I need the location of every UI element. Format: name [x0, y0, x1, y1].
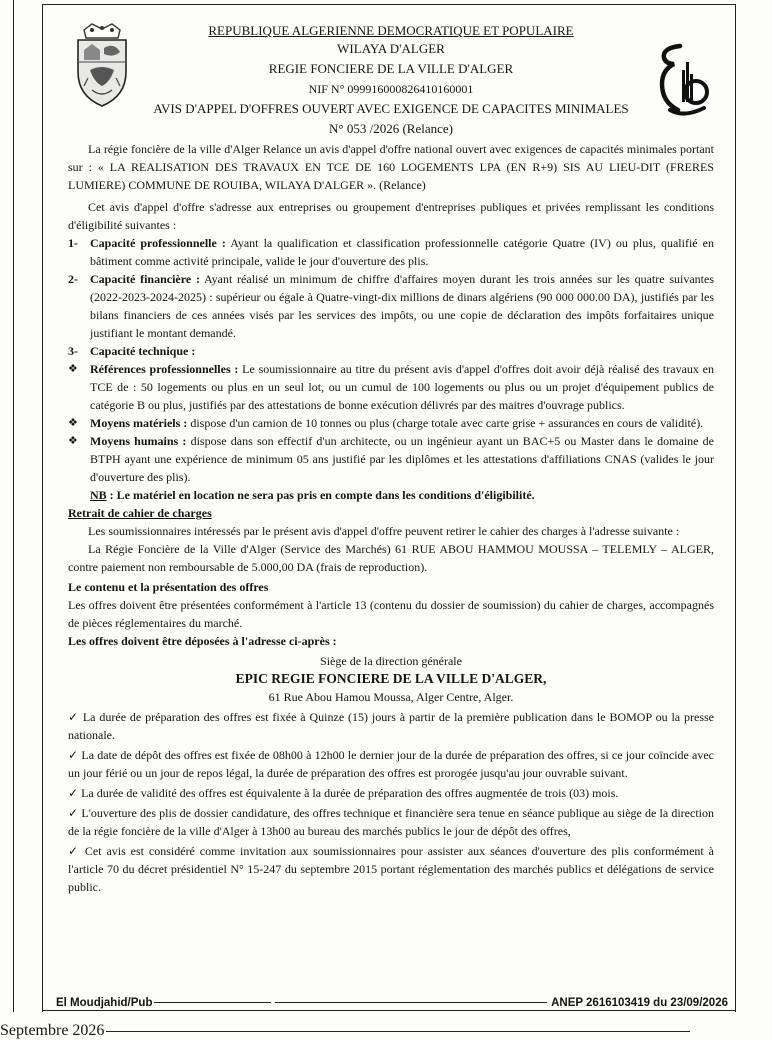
check-item	[68, 804, 714, 840]
footer-left	[52, 996, 298, 1010]
contenu-paragraph: Les offres doivent être présentées conformément à l'article 13 (contenu du dossier de soumission) du cahier de charges, accompagnés de pièces réglementaires du marché.	[68, 598, 714, 630]
retrait-paragraph-2: La Régie Foncière de la Ville d'Alger (Service des Marchés) 61 RUE ABOU HAMMOU MOUSSA – TELEMLY – ALGER, contre paiement non remboursable de 5.000,00 DA (frais de reproduction).	[68, 542, 714, 574]
intro-text: La régie foncière de la ville d'Alger Relance un avis d'appel d'offre national ouvert avec exigences de capacités minimales portant sur : « LA REALISATION DES TRAVAUX EN TCE DE 160 LOGEMENTS LPA (EN R+9) SIS AU LIEU-DIT (FRERES LUMIERE) COMMUNE DE ROUIBA, WILAYA D'ALGER ». (Relance)	[68, 142, 714, 192]
condition-label: Capacité financière :	[90, 272, 200, 286]
check-mark-icon: ✓	[68, 786, 79, 800]
condition-label: Capacité professionnelle :	[90, 236, 226, 250]
technical-text	[90, 432, 714, 486]
diamond-bullet-icon: ❖	[68, 435, 78, 447]
nb-text: : Le matériel en location ne sera pas pris en compte dans les conditions d'éligibilité.	[106, 488, 535, 502]
check-mark-icon: ✓	[68, 710, 79, 724]
technical-label: Références professionnelles :	[90, 362, 239, 376]
technical-label: Moyens humains :	[90, 434, 187, 448]
technical-text	[90, 414, 714, 432]
technical-body: dispose d'un camion de 10 tonnes ou plus (charge totale avec carte grise + assurances en cours de validité).	[187, 416, 704, 430]
page-date: Septembre 2026	[0, 1022, 105, 1039]
technical-item	[68, 360, 714, 414]
frame-bottom-rule	[42, 1010, 736, 1011]
condition-text	[90, 342, 714, 360]
address-line-3: 61 Rue Abou Hamou Moussa, Alger Centre, Alger.	[268, 690, 514, 704]
page-date-strip	[0, 1022, 690, 1040]
nb-label: NB	[90, 488, 107, 502]
technical-label: Moyens matériels :	[90, 416, 188, 430]
retrait-paragraph-1: Les soumissionnaires intéressés par le présent avis d'appel d'offre peuvent retirer le cahier des charges à l'adresse suivante :	[88, 524, 680, 538]
condition-item	[68, 234, 714, 270]
retrait-title: Retrait de cahier de charges	[68, 506, 212, 520]
wilaya-title: WILAYA D'ALGER	[337, 41, 445, 56]
technical-body: Le soumissionnaire au titre du présent avis d'appel d'offres doit avoir déjà réalisé des travaux en TCE de : 50 logements ou plus en un seul lot, ou un cumul de 100 logements ou plus ou un projet d'équipement publics de catégorie B ou plus, justifiés par des attestations de bonne exécution délivrés par des maitres d'ouvrage publics.	[90, 362, 715, 412]
check-text: La date de dépôt des offres est fixée de 08h00 à 12h00 le dernier jour de la durée de préparation des offres, si ce jour coïncide avec un jour férié ou un jour de repos légal, la durée de préparation des offres est prorogée jusqu'au jour ouvrable suivant.	[68, 748, 715, 780]
avis-title: AVIS D'APPEL D'OFFRES OUVERT AVEC EXIGENCE DE CAPACITES MINIMALES	[153, 101, 629, 116]
condition-item	[68, 342, 714, 360]
condition-number: 2-	[68, 272, 78, 286]
deposit-title: Les offres doivent être déposées à l'adresse ci-après :	[68, 634, 337, 648]
check-item	[68, 746, 714, 782]
conditions-list	[68, 234, 714, 360]
condition-text	[90, 270, 714, 342]
condition-text	[90, 234, 714, 270]
check-mark-icon: ✓	[68, 844, 80, 858]
diamond-bullet-icon: ❖	[68, 363, 78, 375]
republic-title: REPUBLIQUE ALGERIENNE DEMOCRATIQUE ET POPULAIRE	[208, 23, 574, 38]
condition-item	[68, 270, 714, 342]
check-item	[68, 842, 714, 896]
eligibility-intro: Cet avis d'appel d'offre s'adresse aux entreprises ou groupement d'entreprises publiques et privées remplissant les conditions d'éligibilité suivantes :	[68, 200, 714, 232]
regie-title: REGIE FONCIERE DE LA VILLE D'ALGER	[268, 61, 514, 76]
notice-content	[68, 22, 714, 896]
technical-item	[68, 414, 714, 432]
nif-number: NIF N° 099916000826410160001	[308, 82, 474, 96]
technical-text	[90, 360, 714, 414]
check-item	[68, 708, 714, 744]
condition-number: 3-	[68, 344, 78, 358]
condition-label: Capacité technique :	[90, 344, 196, 358]
avis-number: N° 053 /2026 (Relance)	[329, 121, 453, 136]
condition-body: Ayant la qualification et classification professionnelle catégorie Quatre (IV) ou plus, qualifié en bâtiment comme activité principale, valide le jour d'ouverture des plis.	[90, 236, 715, 268]
check-item	[68, 784, 714, 802]
technical-body: dispose dans son effectif d'un architecte, ou un ingénieur ayant un BAC+5 ou Master dans le domaine de BTPH ayant une expérience de minimum 05 ans justifié par les diplômes et les attestations d'affiliations CNAS (valides le jour d'ouverture des plis).	[90, 434, 714, 484]
intro-paragraph	[68, 140, 714, 194]
condition-number: 1-	[68, 236, 78, 250]
technical-item	[68, 432, 714, 486]
footer-right	[271, 996, 732, 1010]
check-mark-icon: ✓	[68, 806, 79, 820]
contenu-title: Le contenu et la présentation des offres	[68, 580, 269, 594]
technical-list	[68, 360, 714, 486]
check-text: La durée de préparation des offres est fixée à Quinze (15) jours à partir de la première publication dans le BOMOP ou la presse nationale.	[68, 710, 715, 742]
adjacent-column-border	[0, 0, 14, 1012]
checks-list	[68, 708, 714, 896]
nb-note	[68, 486, 714, 504]
footer-anep-reference: ANEP 2616103419 du 23/09/2026	[551, 997, 728, 1009]
check-text: Cet avis est considéré comme invitation aux soumissionnaires pour assister aux séances d'ouverture des plis conformément à l'article 70 du décret présidentiel N° 15-247 du septembre 2015 portant réglementation des marchés publics et délégations de service public.	[68, 844, 714, 894]
diamond-bullet-icon: ❖	[68, 417, 78, 429]
address-line-1: Siège de la direction générale	[320, 654, 462, 668]
address-line-2: EPIC REGIE FONCIERE DE LA VILLE D'ALGER,	[235, 671, 547, 686]
condition-body: Ayant réalisé un minimum de chiffre d'affaires moyen durant les trois années sur les quatre suivantes (2022-2023-2024-2025) : supérieur ou égale à Quatre-vingt-dix millions de dinars algériens (90 000 000.00 DA), justifiés par les bilans financiers de ces années visés par les services des impôts, ou une copie de déclaration des impôts forfaitaires unique justifiant le montant demandé.	[90, 272, 715, 340]
check-text: L'ouverture des plis de dossier candidature, des offres technique et financière sera tenue en séance publique au siège de la direction de la régie foncière de la ville d'Alger à 13h00 au bureau des marchés publics le jour de dépôt des offres,	[68, 806, 714, 838]
check-text: La durée de validité des offres est équivalente à la durée de préparation des offres augmentée de trois (03) mois.	[81, 786, 619, 800]
footer-publisher: El Moudjahid/Pub	[56, 997, 153, 1009]
check-mark-icon: ✓	[68, 748, 79, 762]
